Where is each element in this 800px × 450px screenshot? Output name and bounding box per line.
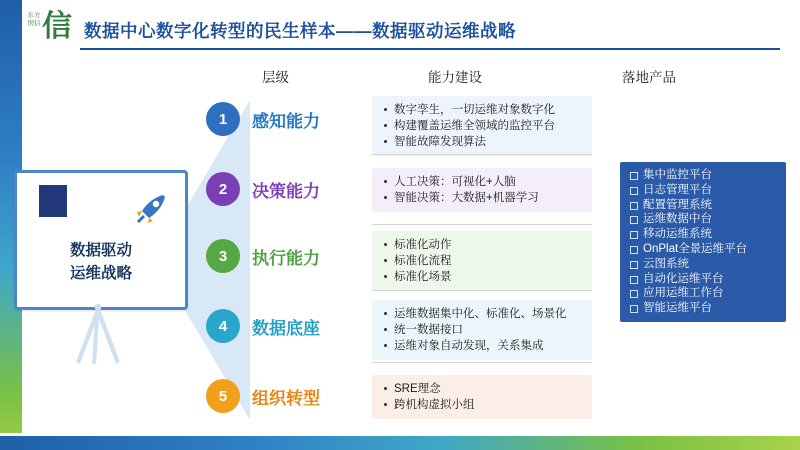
column-header-product: 落地产品 bbox=[622, 70, 676, 85]
capability-item: 人工决策：可视化+人脑 bbox=[394, 174, 584, 190]
strategy-board bbox=[14, 170, 194, 370]
capability-item: 数字孪生，一切运维对象数字化 bbox=[394, 102, 584, 118]
capability-item: 跨机构虚拟小组 bbox=[394, 397, 584, 413]
capability-divider bbox=[372, 290, 592, 291]
product-list-panel bbox=[620, 162, 786, 322]
capability-item: 智能故障发现算法 bbox=[394, 134, 584, 150]
capability-item: 运维数据集中化、标准化、场景化 bbox=[394, 306, 584, 322]
capability-item: 标准化动作 bbox=[394, 237, 584, 253]
level-label-5: 组织转型 bbox=[252, 389, 320, 408]
capability-box-4 bbox=[372, 300, 592, 360]
level-badge-2: 2 bbox=[206, 172, 240, 206]
capability-divider bbox=[372, 154, 592, 155]
product-item: 日志管理平台 bbox=[630, 183, 786, 198]
capability-box-1 bbox=[372, 96, 592, 156]
product-item: 运维数据中台 bbox=[630, 212, 786, 227]
capability-item: 统一数据接口 bbox=[394, 322, 584, 338]
column-header-level: 层级 bbox=[262, 70, 289, 85]
easel-stand-icon bbox=[70, 304, 126, 366]
board-panel bbox=[14, 170, 188, 310]
capability-box-5 bbox=[372, 375, 592, 419]
capability-item: 运维对象自动发现，关系集成 bbox=[394, 338, 584, 354]
product-item: 移动运维系统 bbox=[630, 227, 786, 242]
bottom-accent-bar bbox=[0, 436, 800, 450]
product-item: 配置管理系统 bbox=[630, 198, 786, 213]
company-logo bbox=[26, 10, 78, 50]
capability-divider bbox=[372, 362, 592, 363]
product-item: 智能运维平台 bbox=[630, 301, 786, 316]
board-title-line2: 运维战略 bbox=[69, 265, 132, 282]
flag-icon bbox=[39, 185, 67, 217]
level-label-2: 决策能力 bbox=[252, 182, 320, 201]
product-item: OnPlat全景运维平台 bbox=[630, 242, 786, 257]
capability-box-2 bbox=[372, 168, 592, 212]
title-underline bbox=[80, 48, 780, 50]
level-badge-4: 4 bbox=[206, 309, 240, 343]
rocket-icon bbox=[129, 191, 169, 229]
level-label-3: 执行能力 bbox=[252, 249, 320, 268]
level-badge-3: 3 bbox=[206, 239, 240, 273]
capability-item: SRE理念 bbox=[394, 381, 584, 397]
level-badge-1: 1 bbox=[206, 102, 240, 136]
logo-text: 东方国信 bbox=[27, 12, 41, 27]
board-title-line1: 数据驱动 bbox=[69, 242, 132, 259]
capability-item: 智能决策：大数据+机器学习 bbox=[394, 190, 584, 206]
column-header-capability: 能力建设 bbox=[428, 70, 482, 85]
page-title: 数据中心数字化转型的民生样本——数据驱动运维战略 bbox=[84, 21, 516, 41]
level-badge-5: 5 bbox=[206, 379, 240, 413]
capability-divider bbox=[372, 224, 592, 225]
level-label-4: 数据底座 bbox=[252, 319, 320, 338]
logo-brush-glyph: 信 bbox=[42, 10, 72, 43]
capability-box-3 bbox=[372, 231, 592, 291]
product-item: 云图系统 bbox=[630, 257, 786, 272]
product-item: 自动化运维平台 bbox=[630, 272, 786, 287]
product-item: 应用运维工作台 bbox=[630, 286, 786, 301]
product-item: 集中监控平台 bbox=[630, 168, 786, 183]
capability-item: 标准化流程 bbox=[394, 253, 584, 269]
capability-item: 标准化场景 bbox=[394, 269, 584, 285]
board-title bbox=[17, 239, 185, 285]
capability-item: 构建覆盖运维全领域的监控平台 bbox=[394, 118, 584, 134]
level-label-1: 感知能力 bbox=[252, 112, 320, 131]
